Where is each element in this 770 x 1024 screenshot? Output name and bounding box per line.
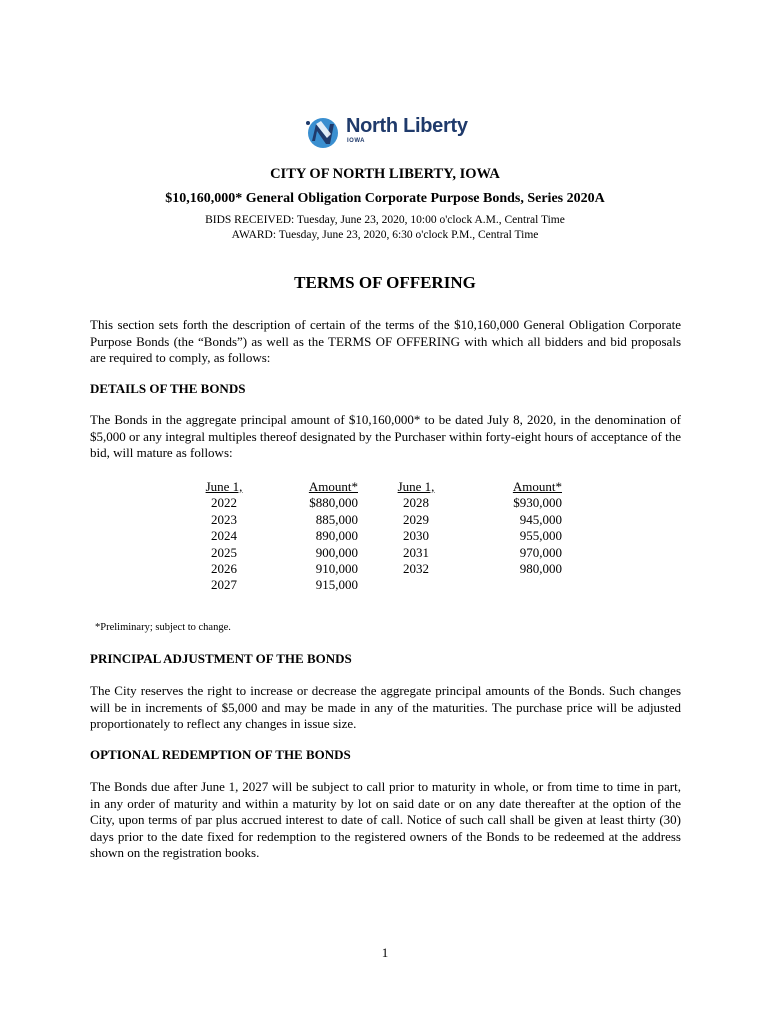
maturity-year: 2023 — [211, 511, 237, 527]
logo-state: IOWA — [347, 138, 365, 144]
maturity-year: 2025 — [211, 544, 237, 560]
maturity-year: 2029 — [403, 511, 429, 527]
maturity-year: 2030 — [403, 528, 429, 544]
maturity-left-amounts — [278, 479, 358, 594]
amount-header: Amount* — [308, 479, 358, 494]
maturity-amount: 955,000 — [519, 528, 562, 544]
award-line: AWARD: Tuesday, June 23, 2020, 6:30 o'clock P.M., Central Time — [231, 229, 539, 241]
logo-name: North Liberty — [346, 115, 468, 137]
intro-paragraph: This section sets forth the description of certain of the terms of the $10,160,000 General Obligation Corporate Purpose Bonds (the “Bonds”) as well as the TERMS OF OFFERING with which all bidders and bid proposals are required to comply, as follows: — [90, 317, 681, 365]
maturity-year: 2026 — [211, 561, 237, 577]
principal-paragraph: The City reserves the right to increase or decrease the aggregate principal amounts of the Bonds. Such changes will be in increments of $5,000 and may be made in any of the maturities. The purchase price will be adjusted proportionately to reflect any changes in issue size. — [90, 683, 681, 731]
year-header: June 1, — [397, 479, 435, 494]
maturity-year: 2028 — [403, 495, 429, 511]
maturity-year: 2032 — [403, 561, 429, 577]
maturity-right-years — [394, 479, 438, 577]
bids-received-line: BIDS RECEIVED: Tuesday, June 23, 2020, 10:00 o'clock A.M., Central Time — [205, 214, 565, 226]
maturity-amount: $880,000 — [309, 495, 358, 511]
maturity-amount: 915,000 — [315, 577, 358, 593]
bonds-title: $10,160,000* General Obligation Corporate Purpose Bonds, Series 2020A — [165, 191, 605, 206]
maturity-amount: 890,000 — [315, 528, 358, 544]
maturity-amount: 980,000 — [519, 561, 562, 577]
maturity-amount: 945,000 — [519, 511, 562, 527]
principal-heading: PRINCIPAL ADJUSTMENT OF THE BONDS — [90, 651, 352, 666]
year-header: June 1, — [205, 479, 243, 494]
details-heading: DETAILS OF THE BONDS — [90, 381, 246, 396]
north-liberty-logo — [303, 112, 473, 152]
maturity-amount: 900,000 — [315, 544, 358, 560]
optional-paragraph: The Bonds due after June 1, 2027 will be subject to call prior to maturity in whole, or from time to time in part, in any order of maturity and within a maturity by lot on said date or on any date thereafter at the option of the City, upon terms of par plus accrued interest to date of call. Notice of such call shall be given at least thirty (30) days prior to the date fixed for redemption to the registered owners of the Bonds to be redeemed at the address shown on the registration books. — [90, 779, 681, 860]
maturity-year: 2027 — [211, 577, 237, 593]
maturity-year: 2024 — [211, 528, 237, 544]
details-paragraph: The Bonds in the aggregate principal amount of $10,160,000* to be dated July 8, 2020, in the denomination of $5,000 or any integral multiples thereof designated by the Purchaser within forty-eight hours of acceptance of the bid, will mature as follows: — [90, 412, 681, 460]
amount-header: Amount* — [512, 479, 562, 494]
maturity-amount: 970,000 — [519, 544, 562, 560]
maturity-amount: $930,000 — [513, 495, 562, 511]
maturity-left-years — [202, 479, 246, 594]
maturity-year: 2031 — [403, 544, 429, 560]
page-number: 1 — [381, 945, 389, 960]
maturity-amount: 885,000 — [315, 511, 358, 527]
maturity-right-amounts — [482, 479, 562, 577]
north-liberty-emblem-icon — [303, 112, 343, 152]
optional-heading: OPTIONAL REDEMPTION OF THE BONDS — [90, 747, 351, 762]
page-title: TERMS OF OFFERING — [294, 273, 476, 292]
city-title: CITY OF NORTH LIBERTY, IOWA — [270, 166, 500, 182]
maturity-year: 2022 — [211, 495, 237, 511]
maturity-amount: 910,000 — [315, 561, 358, 577]
preliminary-footnote: *Preliminary; subject to change. — [95, 622, 231, 633]
